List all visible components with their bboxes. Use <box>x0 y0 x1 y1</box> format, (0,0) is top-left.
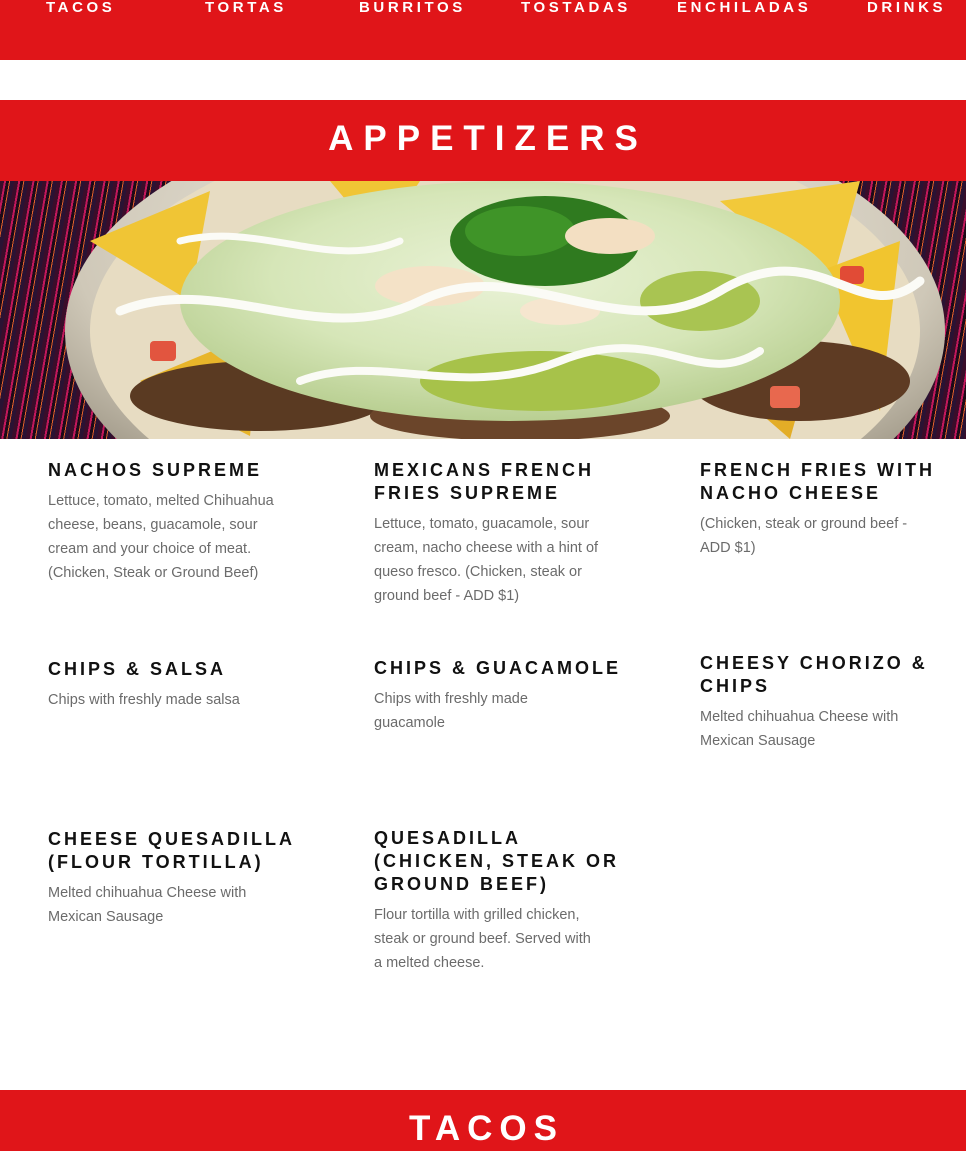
menu-item-title: CHEESY CHORIZO & CHIPS <box>700 653 928 696</box>
top-nav <box>0 0 966 60</box>
menu-item-description: Melted chihuahua Cheese with Mexican Sausage <box>48 885 247 925</box>
menu-item-cheesy-chorizo-chips <box>700 652 960 753</box>
menu-item-cheese-quesadilla <box>48 828 318 929</box>
menu-item-title: CHIPS & GUACAMOLE <box>374 658 622 678</box>
menu-item-description: Melted chihuahua Cheese with Mexican Sausage <box>700 709 899 749</box>
menu-item-description: Chips with freshly made salsa <box>48 692 240 708</box>
section-title-tacos: TACOS <box>409 1109 564 1148</box>
menu-item-description: Lettuce, tomato, guacamole, sour cream, nacho cheese with a hint of queso fresco. (Chicken, steak or ground beef - ADD $1) <box>374 516 599 604</box>
menu-item-title: CHIPS & SALSA <box>48 659 227 679</box>
menu-item-french-fries-nacho-cheese <box>700 459 966 560</box>
menu-item-quesadilla-meat <box>374 827 644 975</box>
menu-item-title: FRENCH FRIES WITH NACHO CHEESE <box>700 460 935 503</box>
menu-item-title: NACHOS SUPREME <box>48 460 263 480</box>
nav-item-tortas[interactable]: TORTAS <box>205 0 287 16</box>
nav-item-drinks[interactable]: DRINKS <box>867 0 947 16</box>
menu-item-chips-guacamole <box>374 657 644 735</box>
appetizers-banner <box>0 100 966 181</box>
menu-item-description: Flour tortilla with grilled chicken, steak or ground beef. Served with a melted cheese. <box>374 907 591 971</box>
menu-item-description: Lettuce, tomato, melted Chihuahua cheese, beans, guacamole, sour cream and your choice of meat. (Chicken, Steak or Ground Beef) <box>48 493 274 581</box>
nav-item-tacos[interactable]: TACOS <box>46 0 116 16</box>
menu-item-description: Chips with freshly made guacamole <box>374 691 528 731</box>
menu-item-title: CHEESE QUESADILLA (FLOUR TORTILLA) <box>48 829 295 872</box>
nav-item-tostadas[interactable]: TOSTADAS <box>521 0 631 16</box>
menu-item-title: MEXICANS FRENCH FRIES SUPREME <box>374 460 595 503</box>
appetizers-hero-image <box>0 181 966 439</box>
section-title-appetizers: APPETIZERS <box>328 119 648 158</box>
tacos-banner <box>0 1090 966 1151</box>
nav-item-burritos[interactable]: BURRITOS <box>359 0 466 16</box>
menu-item-title: QUESADILLA (CHICKEN, STEAK OR GROUND BEEF) <box>374 828 620 894</box>
menu-item-nachos-supreme <box>48 459 298 585</box>
menu-item-mexicans-french-fries-supreme <box>374 459 624 608</box>
nav-item-enchiladas[interactable]: ENCHILADAS <box>677 0 812 16</box>
menu-item-description: (Chicken, steak or ground beef - ADD $1) <box>700 516 908 556</box>
nachos-illustration <box>0 181 966 439</box>
menu-item-chips-salsa <box>48 658 318 712</box>
